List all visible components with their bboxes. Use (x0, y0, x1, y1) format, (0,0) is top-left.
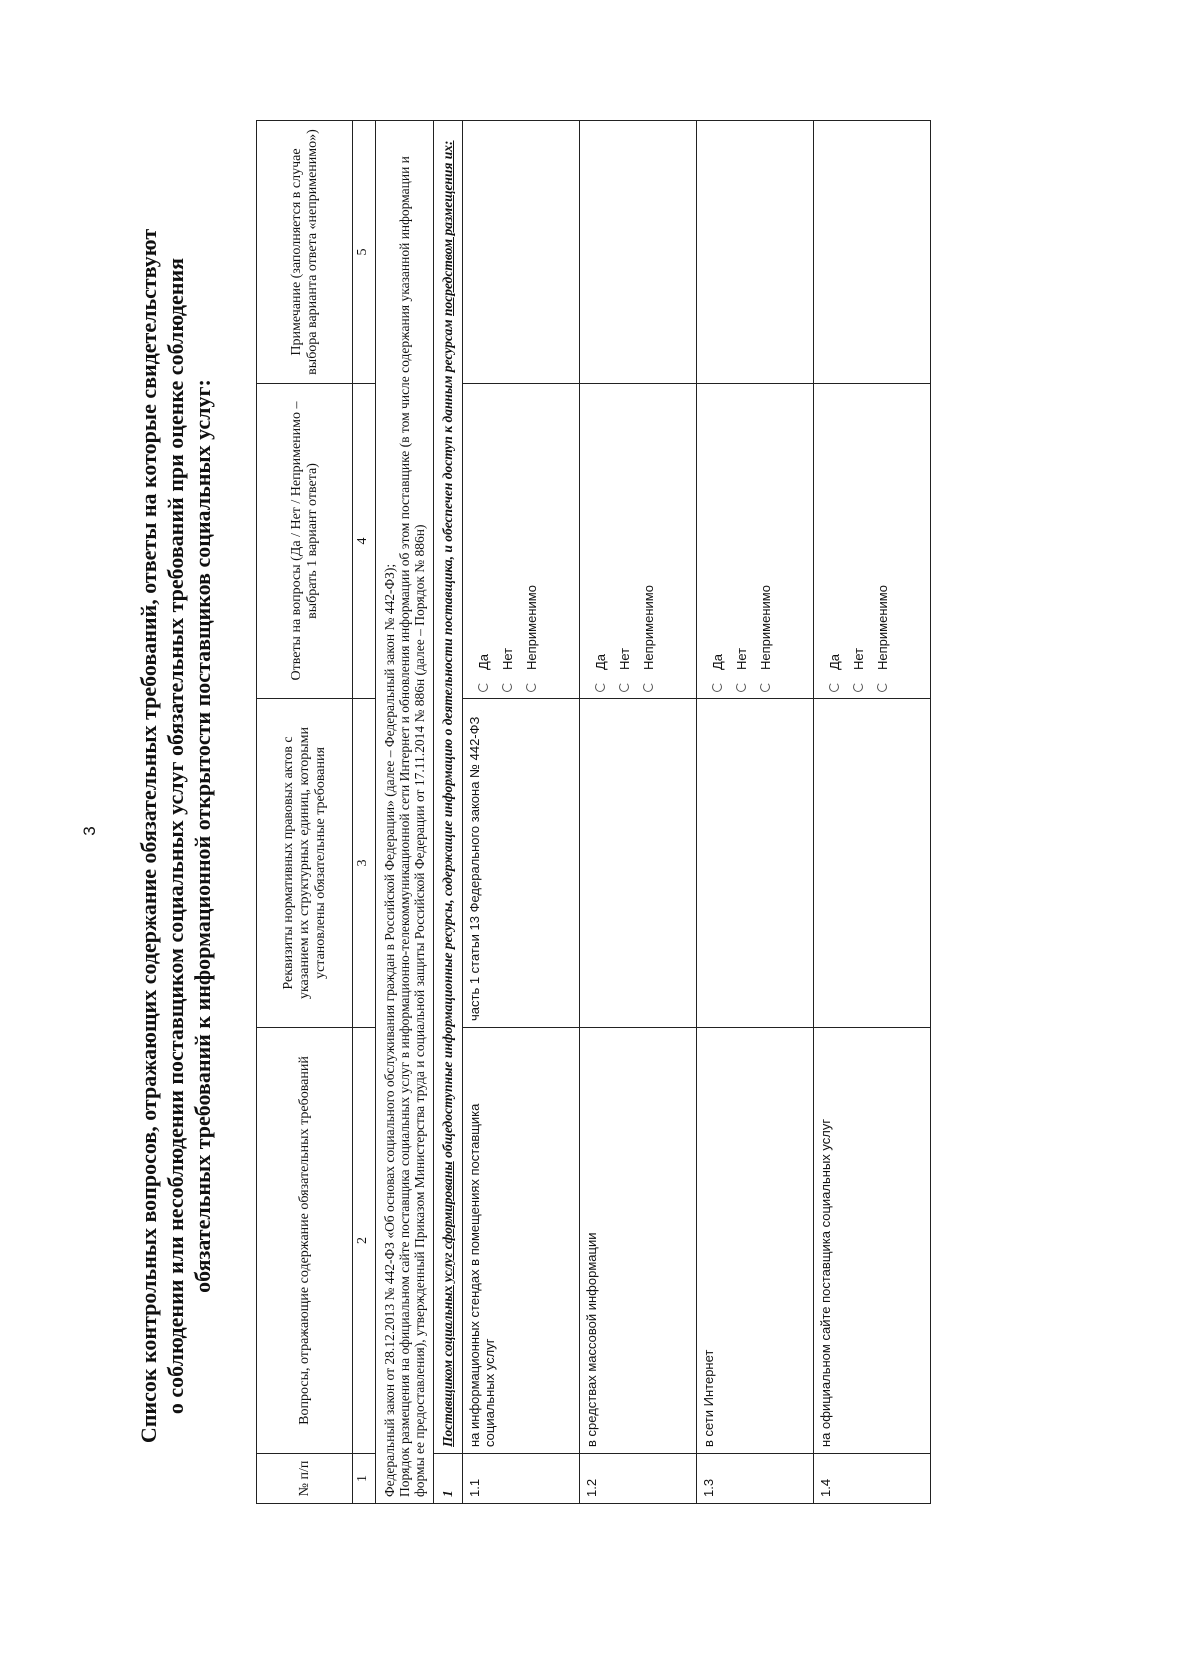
column-number: 3 (353, 699, 376, 1028)
radio-label: Неприменимо (640, 585, 656, 670)
item-requisites (814, 699, 931, 1028)
table-row (814, 121, 931, 1504)
item-requisites: часть 1 статьи 13 Федерального закона № 442-ФЗ (463, 699, 580, 1028)
radio-option[interactable] (636, 390, 660, 692)
column-number-row (353, 121, 376, 1504)
radio-option[interactable] (870, 390, 894, 692)
radio-label: Да (475, 653, 491, 670)
radio-label: Нет (499, 647, 515, 670)
table-row (463, 121, 580, 1504)
answer-cell (814, 384, 931, 699)
table-row (580, 121, 697, 1504)
header-question: Вопросы, отражающие содержание обязательных требований (257, 1028, 353, 1454)
page-number: 3 (80, 826, 99, 836)
title-line-2: о соблюдении или несоблюдении поставщиком социальных услуг обязательных требований при оценке соблюдения (163, 257, 188, 1415)
law-reference-cell (376, 121, 434, 1504)
item-number: 1.3 (697, 1454, 814, 1504)
column-number: 2 (353, 1028, 376, 1454)
radio-button-icon[interactable] (853, 682, 863, 692)
column-number: 1 (353, 1454, 376, 1504)
radio-option[interactable] (753, 390, 777, 692)
radio-label: Неприменимо (757, 585, 773, 670)
law-reference-row (376, 121, 434, 1504)
radio-button-icon[interactable] (736, 682, 746, 692)
header-row (257, 121, 353, 1504)
radio-option[interactable] (495, 390, 519, 692)
header-note: Примечание (заполняется в случае выбора варианта ответа «неприменимо») (257, 121, 353, 384)
radio-option[interactable] (822, 390, 846, 692)
radio-button-icon[interactable] (877, 682, 887, 692)
section-number: 1 (434, 1454, 463, 1504)
section-row (434, 121, 463, 1504)
note-cell[interactable] (697, 121, 814, 384)
radio-label: Неприменимо (523, 585, 539, 670)
item-question: в сети Интернет (697, 1028, 814, 1454)
radio-button-icon[interactable] (760, 682, 770, 692)
answer-cell (697, 384, 814, 699)
item-question: на информационных стендах в помещениях поставщика социальных услуг (463, 1028, 580, 1454)
note-cell[interactable] (580, 121, 697, 384)
checklist-table (256, 120, 931, 1504)
item-number: 1.2 (580, 1454, 697, 1504)
radio-button-icon[interactable] (712, 682, 722, 692)
radio-label: Да (826, 653, 842, 670)
note-cell[interactable] (814, 121, 931, 384)
title-line-3: обязательных требований к информационной открытости поставщиков социальных услуг: (190, 379, 215, 1293)
radio-button-icon[interactable] (478, 682, 488, 692)
radio-label: Нет (733, 647, 749, 670)
answer-cell (463, 384, 580, 699)
radio-button-icon[interactable] (829, 682, 839, 692)
item-requisites (580, 699, 697, 1028)
note-cell[interactable] (463, 121, 580, 384)
item-question: в средствах массовой информации (580, 1028, 697, 1454)
title-line-1: Список контрольных вопросов, отражающих содержание обязательных требований, ответы на которые свидетельствуют (136, 228, 161, 1444)
item-requisites (697, 699, 814, 1028)
item-question: на официальном сайте поставщика социальных услуг (814, 1028, 931, 1454)
column-number: 5 (353, 121, 376, 384)
radio-option[interactable] (471, 390, 495, 692)
item-number: 1.4 (814, 1454, 931, 1504)
radio-button-icon[interactable] (619, 682, 629, 692)
radio-label: Нет (850, 647, 866, 670)
order-reference: Порядок размещения на официальном сайте поставщика социальных услуг в информационно-телекоммуникационной сети Интернет и обновления информации об этом поставщике (в том числе содержания указанной информации и формы ее предоставления), утвержденный Приказом Министерства труда и социальной защиты Российской Федерации от 17.11.2014 № 886н (далее – Порядок № 886н) (397, 156, 427, 1497)
header-number: № п/п (257, 1454, 353, 1504)
radio-button-icon[interactable] (643, 682, 653, 692)
item-number: 1.1 (463, 1454, 580, 1504)
radio-label: Нет (616, 647, 632, 670)
answer-cell (580, 384, 697, 699)
radio-button-icon[interactable] (502, 682, 512, 692)
header-requisites: Реквизиты нормативных правовых актов с указанием их структурных единиц, которыми установлены обязательные требования (257, 699, 353, 1028)
page-title (135, 126, 216, 1546)
radio-option[interactable] (612, 390, 636, 692)
header-answers: Ответы на вопросы (Да / Нет / Неприменимо – выбрать 1 вариант ответа) (257, 384, 353, 699)
radio-option[interactable] (705, 390, 729, 692)
radio-option[interactable] (846, 390, 870, 692)
law-reference: Федеральный закон от 28.12.2013 № 442-ФЗ «Об основах социального обслуживания граждан в Российской Федерации» (далее – Федеральный закон № 442-ФЗ); (382, 563, 397, 1497)
radio-button-icon[interactable] (595, 682, 605, 692)
section-text: Поставщиком социальных услуг сформированы общедоступные информационные ресурсы, содержащие информацию о деятельности поставщика, и обеспечен доступ к данным ресурсам посредством размещения их: (434, 121, 463, 1454)
radio-option[interactable] (588, 390, 612, 692)
radio-label: Неприменимо (874, 585, 890, 670)
table-row (697, 121, 814, 1504)
radio-option[interactable] (729, 390, 753, 692)
radio-label: Да (709, 653, 725, 670)
column-number: 4 (353, 384, 376, 699)
radio-button-icon[interactable] (526, 682, 536, 692)
radio-label: Да (592, 653, 608, 670)
radio-option[interactable] (519, 390, 543, 692)
